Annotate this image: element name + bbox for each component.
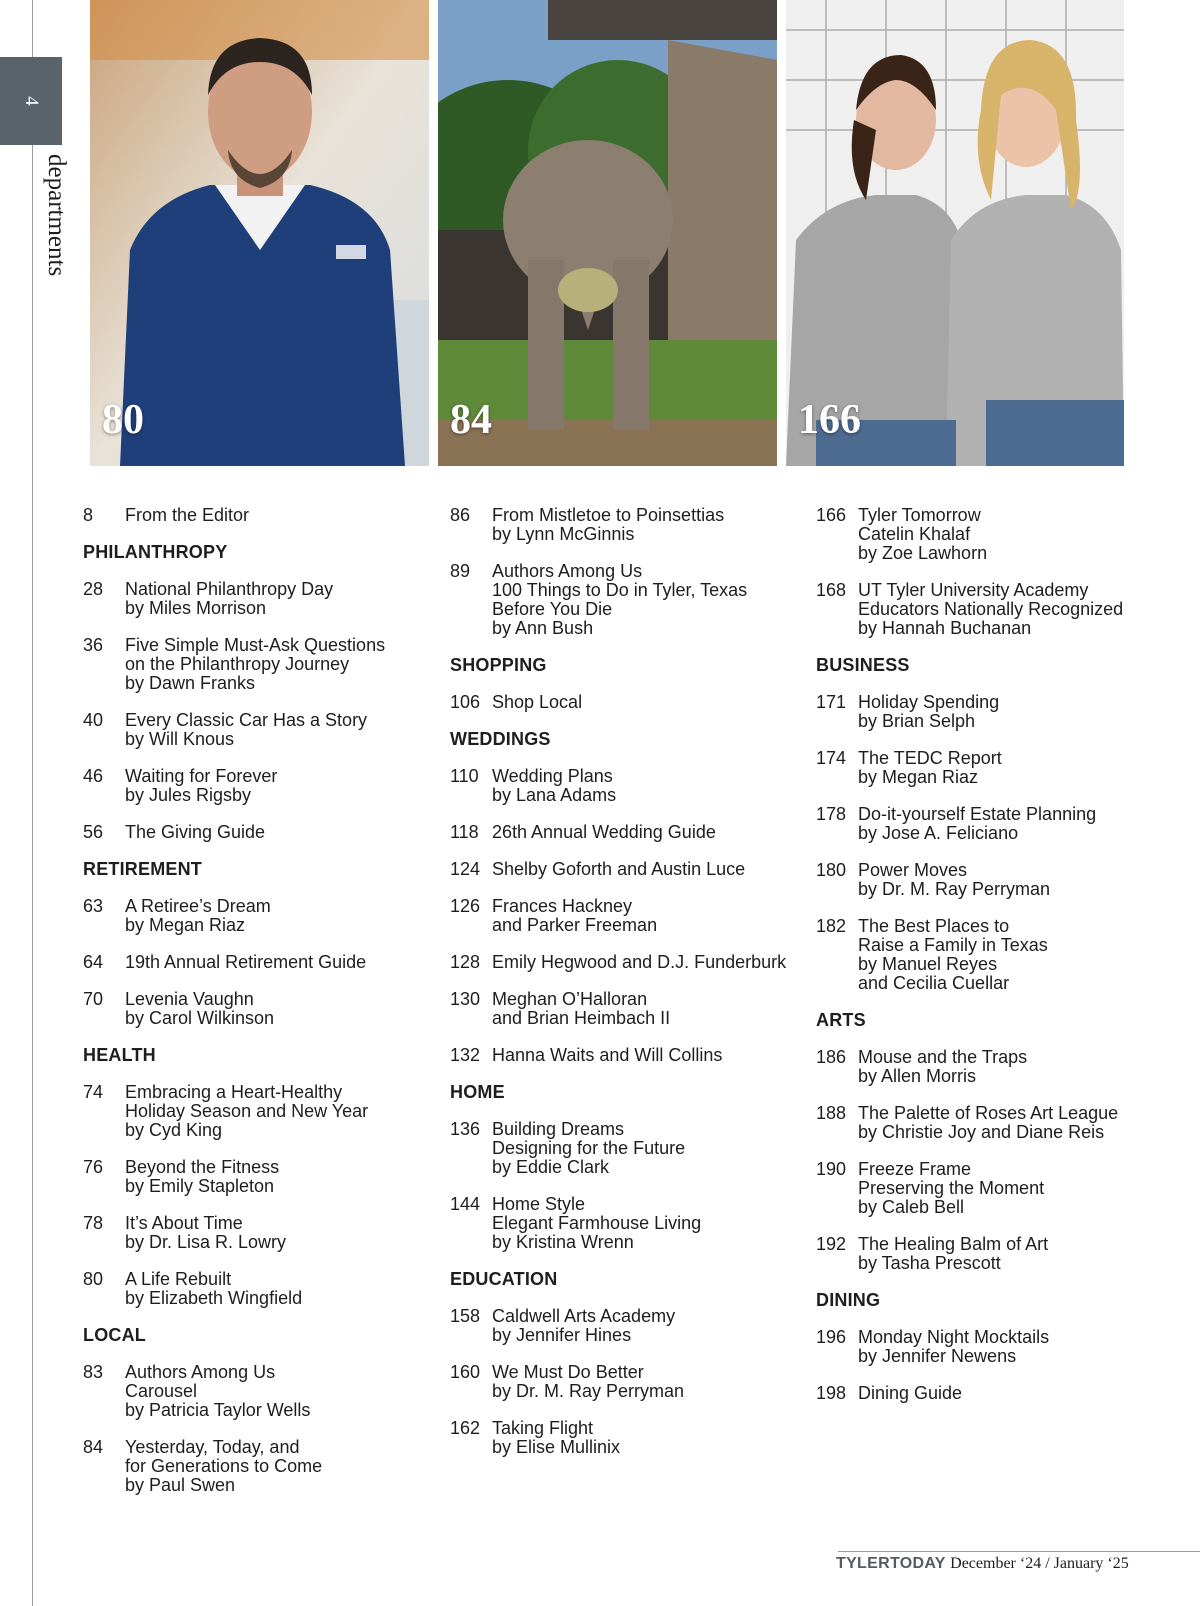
entry-page: 89 (450, 561, 471, 581)
contents-entry[interactable] (450, 1195, 786, 1252)
entry-page: 106 (450, 692, 481, 712)
photo-elephant (438, 0, 777, 466)
contents-entry[interactable] (816, 1384, 1123, 1403)
photo-nurse (90, 0, 429, 466)
entry-title: Yesterday, Today, and (125, 1437, 300, 1457)
entry-title: Shop Local (492, 692, 583, 712)
entry-author: by Hannah Buchanan (858, 618, 1032, 638)
entry-page: 186 (816, 1047, 847, 1067)
entry-page: 118 (450, 822, 479, 842)
contents-entry[interactable] (450, 990, 786, 1028)
entry-page: 130 (450, 989, 481, 1009)
entry-title: Shelby Goforth and Austin Luce (492, 859, 746, 879)
entry-page: 190 (816, 1159, 847, 1179)
entry-page: 158 (450, 1306, 481, 1326)
entry-page: 70 (83, 989, 104, 1009)
entry-page: 74 (83, 1082, 104, 1102)
entry-author: by Lynn McGinnis (492, 524, 635, 544)
page-number: 4 (21, 96, 42, 106)
entry-author: by Jennifer Hines (492, 1325, 632, 1345)
entry-author: by Brian Selph (858, 711, 976, 731)
entry-page: 86 (450, 505, 471, 525)
entry-page: 128 (450, 952, 481, 972)
entry-page: 144 (450, 1194, 481, 1214)
entry-page: 171 (816, 692, 847, 712)
page-number-tab (0, 57, 62, 145)
entry-page: 78 (83, 1213, 104, 1233)
category-heading: ARTS (816, 1010, 866, 1030)
category-heading: WEDDINGS (450, 729, 551, 749)
contents-entry[interactable] (83, 506, 385, 525)
section-title: departments (43, 154, 70, 277)
entry-page: 136 (450, 1119, 481, 1139)
entry-title: Monday Night Mocktails (858, 1327, 1050, 1347)
contents-entry[interactable] (83, 767, 385, 805)
category-heading: LOCAL (83, 1325, 146, 1345)
entry-author: by Cyd King (125, 1120, 223, 1140)
entry-title: and Brian Heimbach II (492, 1008, 671, 1028)
entry-author: by Elise Mullinix (492, 1437, 621, 1457)
contents-entry[interactable] (816, 506, 1123, 563)
entry-author: by Will Knous (125, 729, 235, 749)
entry-title: Carousel (125, 1381, 198, 1401)
contents-entry[interactable] (816, 861, 1123, 899)
entry-author: by Kristina Wrenn (492, 1232, 634, 1252)
entry-title: and Parker Freeman (492, 915, 658, 935)
entry-title: Taking Flight (492, 1418, 594, 1438)
contents-entry[interactable] (816, 917, 1123, 993)
entry-page: 192 (816, 1234, 847, 1254)
entry-author: by Manuel Reyes (858, 954, 998, 974)
contents-entry[interactable] (816, 1235, 1123, 1273)
category-heading: RETIREMENT (83, 859, 202, 879)
entry-title: Levenia Vaughn (125, 989, 254, 1009)
entry-title: Waiting for Forever (125, 766, 278, 786)
photo-page-number: 80 (102, 397, 144, 443)
entry-title: Power Moves (858, 860, 968, 880)
entry-title: Tyler Tomorrow (858, 505, 981, 525)
contents-column-3 (816, 506, 1123, 1421)
entry-title: for Generations to Come (125, 1456, 323, 1476)
entry-page: 46 (83, 766, 104, 786)
entry-author: by Carol Wilkinson (125, 1008, 275, 1028)
entry-author: by Christie Joy and Diane Reis (858, 1122, 1105, 1142)
entry-author: by Jules Rigsby (125, 785, 252, 805)
entry-page: 56 (83, 822, 104, 842)
entry-author: by Tasha Prescott (858, 1253, 1001, 1273)
entry-title: A Retiree’s Dream (125, 896, 271, 916)
issue-date: December ‘24 / January ‘25 (950, 1555, 1129, 1572)
contents-entry[interactable] (83, 953, 385, 972)
contents-entry[interactable] (83, 711, 385, 749)
entry-page: 63 (83, 896, 104, 916)
entry-title: Catelin Khalaf (858, 524, 971, 544)
contents-entry[interactable] (83, 1270, 385, 1308)
contents-entry[interactable] (450, 897, 786, 935)
entry-title: Beyond the Fitness (125, 1157, 280, 1177)
entry-author: by Elizabeth Wingfield (125, 1288, 303, 1308)
entry-page: 178 (816, 804, 847, 824)
contents-entry[interactable] (450, 953, 786, 972)
photo-page-number: 166 (798, 397, 861, 443)
contents-entry[interactable] (816, 805, 1123, 843)
entry-title: Five Simple Must-Ask Questions (125, 635, 386, 655)
entry-title: Embracing a Heart-Healthy (125, 1082, 343, 1102)
entry-author: by Allen Morris (858, 1066, 977, 1086)
entry-page: 110 (450, 766, 479, 786)
entry-title: The Best Places to (858, 916, 1010, 936)
contents-column-2 (450, 506, 786, 1475)
entry-page: 174 (816, 748, 847, 768)
entry-author: and Cecilia Cuellar (858, 973, 1010, 993)
photo-page-number: 84 (450, 397, 492, 443)
entry-page: 40 (83, 710, 104, 730)
entry-page: 182 (816, 916, 847, 936)
entry-page: 28 (83, 579, 104, 599)
entry-page: 80 (83, 1269, 104, 1289)
entry-title: A Life Rebuilt (125, 1269, 232, 1289)
contents-entry[interactable] (83, 636, 385, 693)
entry-title: 26th Annual Wedding Guide (492, 822, 716, 842)
category-heading: HOME (450, 1082, 505, 1102)
entry-title: Do-it-yourself Estate Planning (858, 804, 1097, 824)
entry-author: by Ann Bush (492, 618, 594, 638)
contents-entry[interactable] (450, 1307, 786, 1345)
entry-author: by Jennifer Newens (858, 1346, 1017, 1366)
contents-entry[interactable] (450, 506, 786, 544)
entry-author: by Paul Swen (125, 1475, 236, 1495)
contents-entry[interactable] (83, 1363, 385, 1420)
entry-title: National Philanthropy Day (125, 579, 334, 599)
contents-entry[interactable] (816, 1328, 1123, 1366)
entry-title: It’s About Time (125, 1213, 243, 1233)
entry-title: The Palette of Roses Art League (858, 1103, 1119, 1123)
contents-entry[interactable] (450, 767, 786, 805)
contents-entry[interactable] (816, 1048, 1123, 1086)
entry-title: Meghan O’Halloran (492, 989, 648, 1009)
entry-title: UT Tyler University Academy (858, 580, 1089, 600)
entry-author: by Emily Stapleton (125, 1176, 275, 1196)
contents-entry[interactable] (83, 580, 385, 618)
entry-author: by Megan Riaz (858, 767, 979, 787)
entry-title: Before You Die (492, 599, 613, 619)
entry-title: Dining Guide (858, 1383, 963, 1403)
entry-page: 8 (83, 505, 94, 525)
contents-entry[interactable] (83, 823, 385, 842)
category-heading: DINING (816, 1290, 881, 1310)
entry-page: 166 (816, 505, 847, 525)
entry-title: 100 Things to Do in Tyler, Texas (492, 580, 748, 600)
entry-page: 180 (816, 860, 847, 880)
entry-title: Every Classic Car Has a Story (125, 710, 368, 730)
contents-entry[interactable] (816, 1160, 1123, 1217)
entry-title: The Healing Balm of Art (858, 1234, 1049, 1254)
entry-author: by Dawn Franks (125, 673, 256, 693)
entry-author: by Dr. M. Ray Perryman (858, 879, 1051, 899)
entry-author: by Lana Adams (492, 785, 617, 805)
entry-page: 36 (83, 635, 104, 655)
entry-title: Hanna Waits and Will Collins (492, 1045, 723, 1065)
margin-rule (32, 0, 33, 1606)
entry-page: 76 (83, 1157, 104, 1177)
entry-author: by Jose A. Feliciano (858, 823, 1019, 843)
entry-page: 198 (816, 1383, 847, 1403)
contents-entry[interactable] (450, 1046, 786, 1065)
entry-title: Preserving the Moment (858, 1178, 1045, 1198)
entry-author: by Dr. M. Ray Perryman (492, 1381, 685, 1401)
category-heading: PHILANTHROPY (83, 542, 228, 562)
footer-rule (838, 1551, 1200, 1552)
category-heading: SHOPPING (450, 655, 547, 675)
entry-title: Elegant Farmhouse Living (492, 1213, 702, 1233)
contents-column-1 (83, 506, 385, 1513)
contents-entry[interactable] (816, 1104, 1123, 1142)
category-heading: BUSINESS (816, 655, 910, 675)
contents-entry[interactable] (450, 1363, 786, 1401)
entry-page: 126 (450, 896, 481, 916)
entry-page: 196 (816, 1327, 847, 1347)
entry-title: Designing for the Future (492, 1138, 686, 1158)
entry-author: by Zoe Lawhorn (858, 543, 988, 563)
entry-page: 132 (450, 1045, 481, 1065)
entry-page: 168 (816, 580, 847, 600)
contents-entry[interactable] (816, 693, 1123, 731)
entry-title: Freeze Frame (858, 1159, 972, 1179)
entry-title: The TEDC Report (858, 748, 1002, 768)
entry-author: by Megan Riaz (125, 915, 246, 935)
entry-title: 19th Annual Retirement Guide (125, 952, 367, 972)
entry-author: by Caleb Bell (858, 1197, 965, 1217)
contents-entry[interactable] (450, 1120, 786, 1177)
entry-title: From Mistletoe to Poinsettias (492, 505, 725, 525)
entry-page: 124 (450, 859, 481, 879)
entry-page: 188 (816, 1103, 847, 1123)
entry-title: Building Dreams (492, 1119, 625, 1139)
entry-title: Authors Among Us (492, 561, 643, 581)
photo-give-volunteers (786, 0, 1124, 466)
contents-entry[interactable] (450, 1419, 786, 1457)
contents-entry[interactable] (83, 1214, 385, 1252)
contents-entry[interactable] (450, 693, 786, 712)
contents-entry[interactable] (816, 749, 1123, 787)
category-heading: HEALTH (83, 1045, 156, 1065)
entry-page: 84 (83, 1437, 104, 1457)
entry-author: by Eddie Clark (492, 1157, 610, 1177)
contents-entry[interactable] (83, 1438, 385, 1495)
entry-title: Caldwell Arts Academy (492, 1306, 676, 1326)
contents-entry[interactable] (83, 1083, 385, 1140)
contents-entry[interactable] (816, 581, 1123, 638)
entry-title: Mouse and the Traps (858, 1047, 1028, 1067)
entry-title: Emily Hegwood and D.J. Funderburk (492, 952, 787, 972)
contents-entry[interactable] (83, 990, 385, 1028)
contents-entry[interactable] (450, 562, 786, 638)
entry-title: Holiday Season and New Year (125, 1101, 369, 1121)
entry-page: 160 (450, 1362, 481, 1382)
contents-entry[interactable] (83, 897, 385, 935)
magazine-name: TYLERTODAY (836, 1555, 946, 1572)
category-heading: EDUCATION (450, 1269, 558, 1289)
entry-title: We Must Do Better (492, 1362, 644, 1382)
entry-title: Authors Among Us (125, 1362, 276, 1382)
contents-entry[interactable] (83, 1158, 385, 1196)
entry-author: by Dr. Lisa R. Lowry (125, 1232, 287, 1252)
entry-title: Holiday Spending (858, 692, 1000, 712)
entry-title: Raise a Family in Texas (858, 935, 1048, 955)
entry-page: 64 (83, 952, 104, 972)
entry-title: Educators Nationally Recognized (858, 599, 1124, 619)
entry-title: Frances Hackney (492, 896, 633, 916)
entry-page: 162 (450, 1418, 481, 1438)
contents-entry[interactable] (450, 823, 786, 842)
entry-page: 83 (83, 1362, 104, 1382)
entry-title: Home Style (492, 1194, 586, 1214)
page-footer (836, 1555, 1129, 1573)
contents-entry[interactable] (450, 860, 786, 879)
entry-title: The Giving Guide (125, 822, 266, 842)
entry-title: Wedding Plans (492, 766, 613, 786)
entry-title: on the Philanthropy Journey (125, 654, 350, 674)
entry-author: by Patricia Taylor Wells (125, 1400, 311, 1420)
entry-author: by Miles Morrison (125, 598, 267, 618)
entry-title: From the Editor (125, 505, 250, 525)
